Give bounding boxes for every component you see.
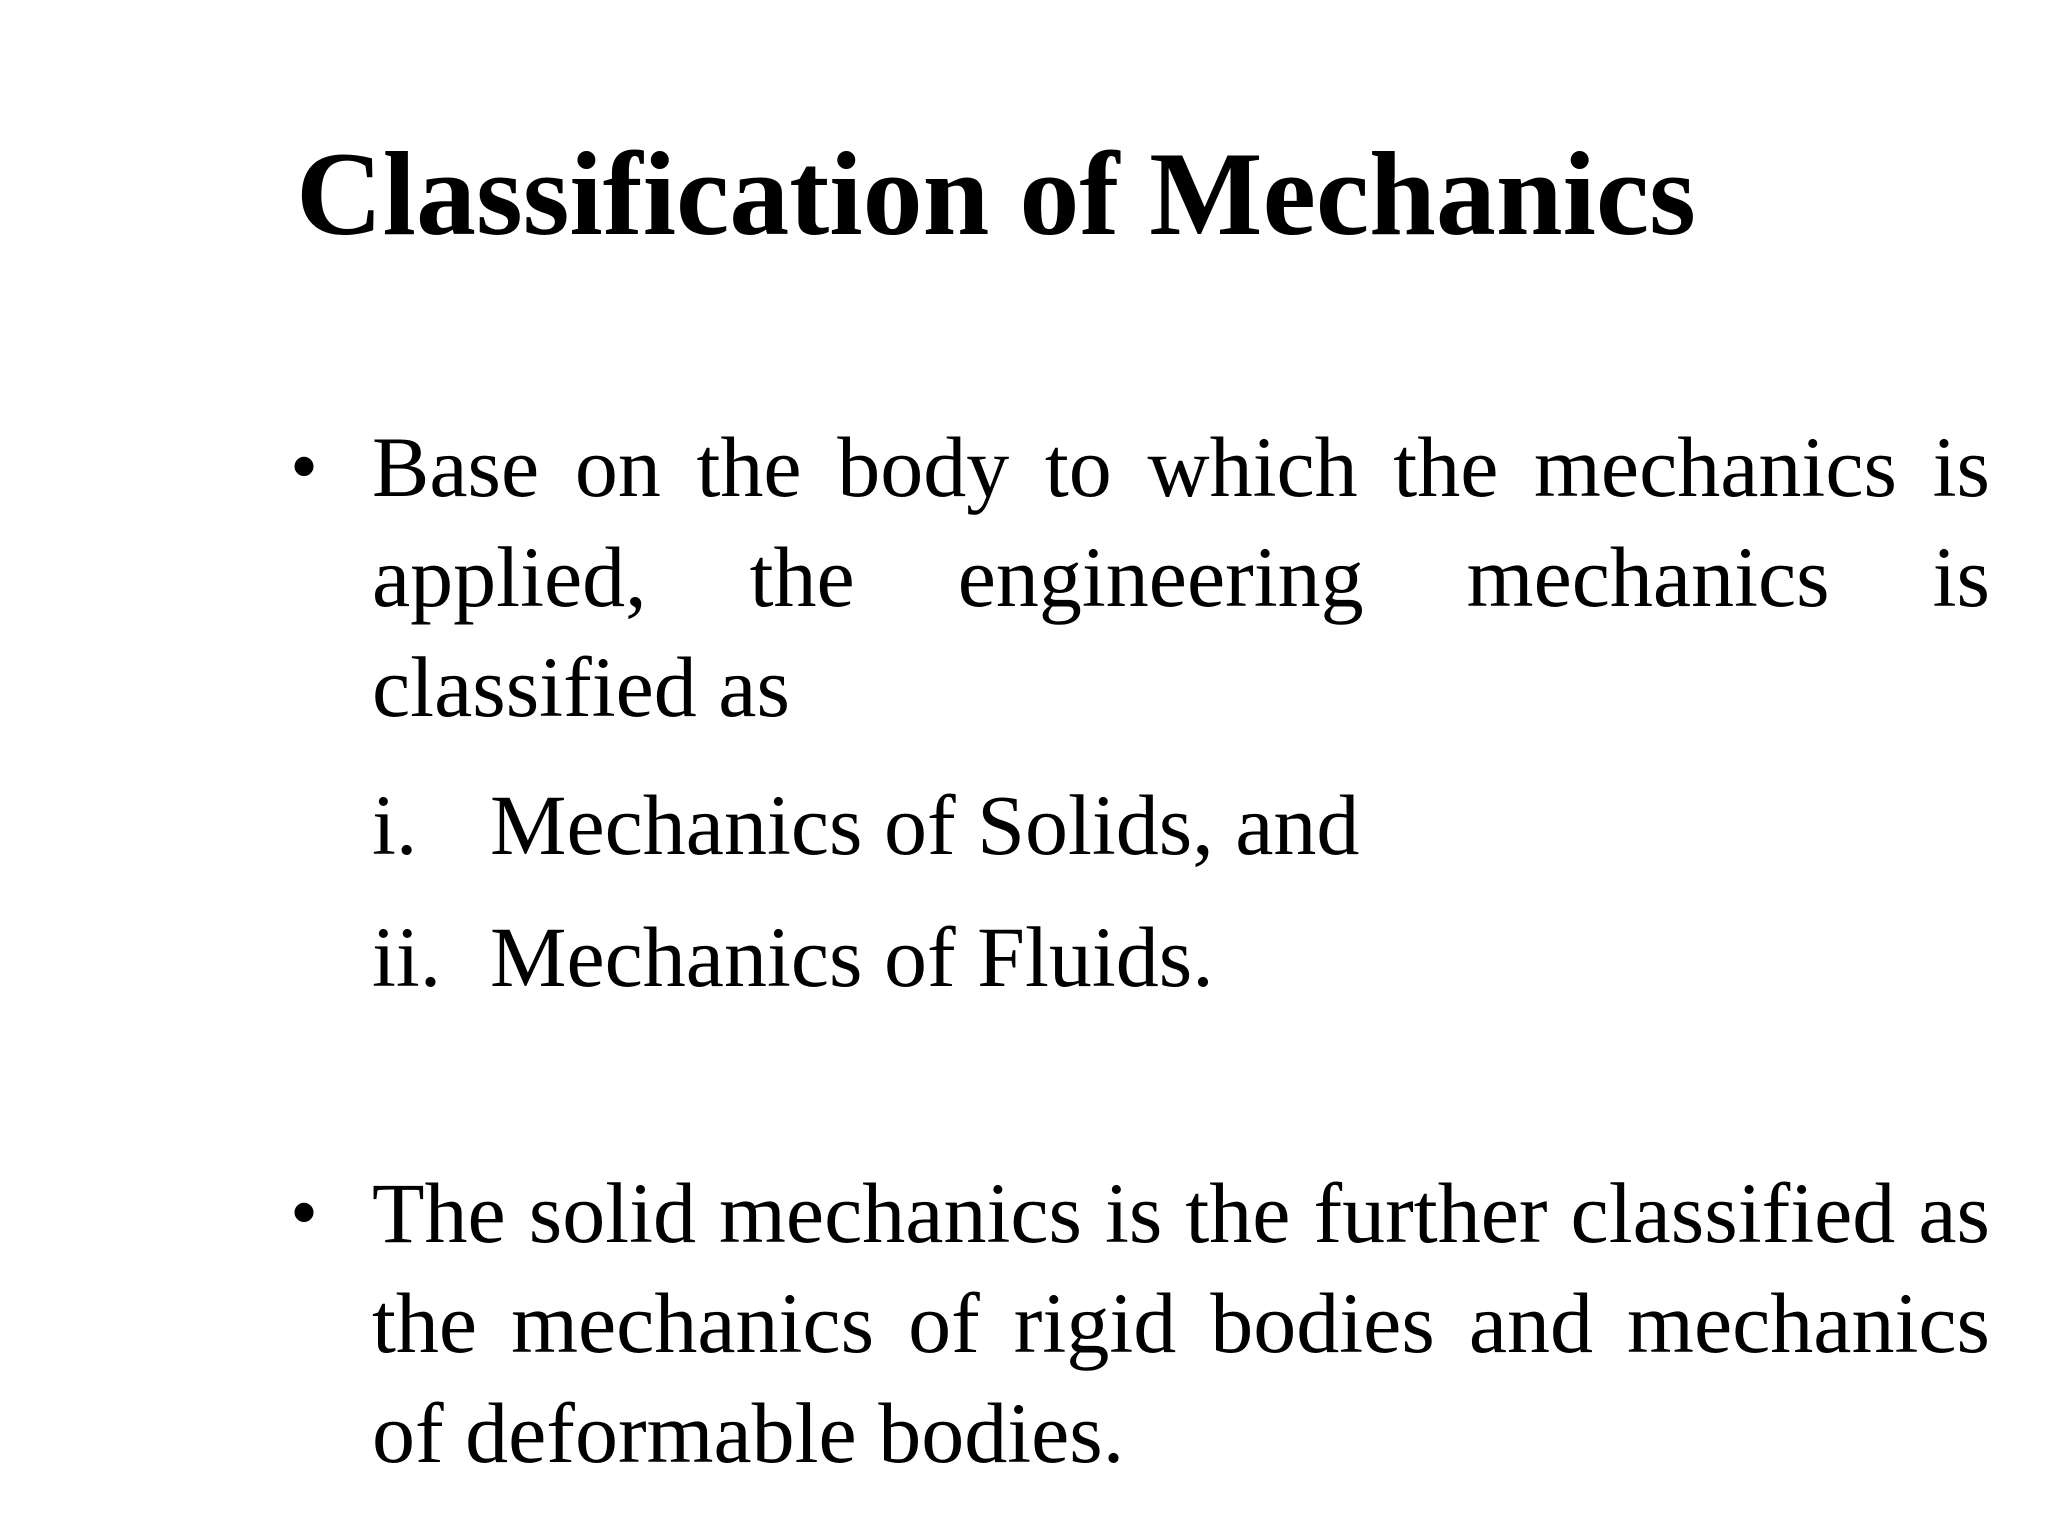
- sub-item-text: Mechanics of Solids, and: [490, 777, 1360, 873]
- bullet-text: The solid mechanics is the further classified as the mechanics of rigid bodies and mechanics of deformable bodies.: [372, 1165, 1990, 1481]
- sub-list: [372, 770, 1990, 1012]
- sub-list-item: [372, 902, 1990, 1012]
- bullet-item: [290, 1158, 1990, 1488]
- bullet-text: Base on the body to which the mechanics is applied, the engineering mechanics is classified as: [372, 419, 1990, 735]
- sub-item-marker: ii.: [372, 909, 442, 1005]
- sub-list-item: [372, 770, 1990, 880]
- sub-item-text: Mechanics of Fluids.: [490, 909, 1214, 1005]
- slide-title: Classification of Mechanics: [296, 127, 1696, 260]
- bullet-item: [290, 412, 1990, 1034]
- sub-item-marker: i.: [372, 777, 418, 873]
- bullet-dot-icon: •: [290, 423, 319, 511]
- bullet-dot-icon: •: [290, 1169, 319, 1257]
